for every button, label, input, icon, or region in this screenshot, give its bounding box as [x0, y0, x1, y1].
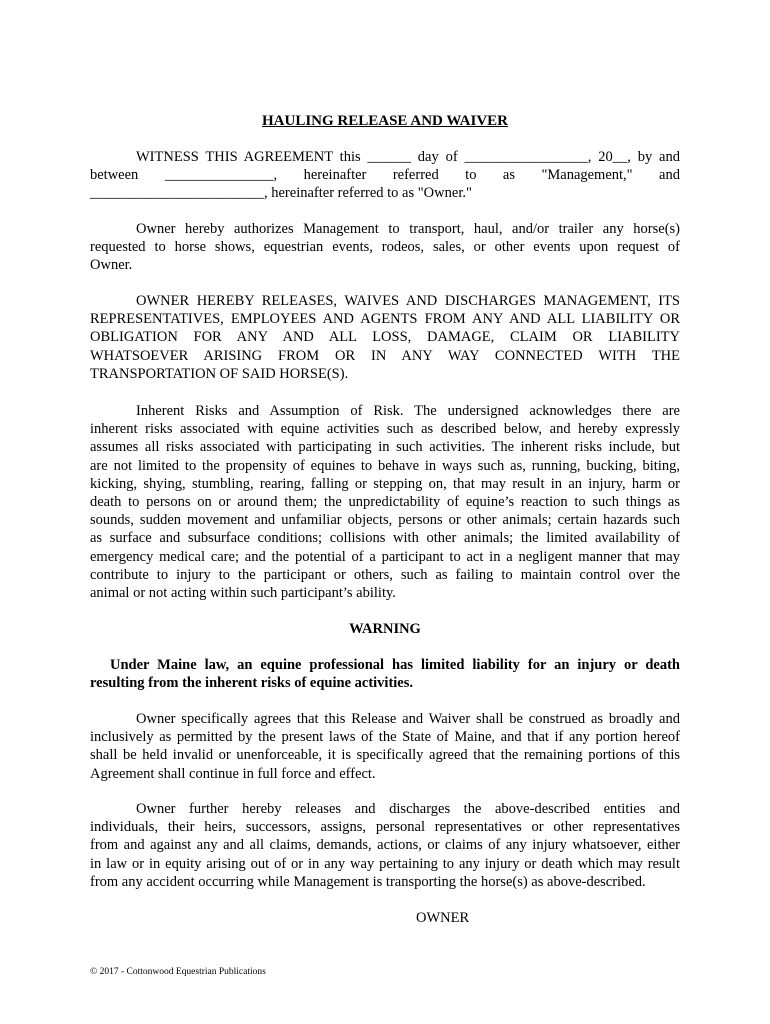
- release-line-2: REPRESENTATIVES, EMPLOYEES AND AGENTS FROM ANY AND ALL LIABILITY OR: [90, 311, 680, 328]
- inherent-line-8: as surface and subsurface conditions; collisions with other animals; the limited availability of: [90, 530, 680, 547]
- release-line-3: OBLIGATION FOR ANY AND ALL LOSS, DAMAGE, CLAIM OR LIABILITY: [90, 329, 680, 346]
- further-line-1: Owner further hereby releases and discharges the above-described entities and: [136, 801, 680, 817]
- inherent-line-5: kicking, shying, stumbling, rearing, falling or stepping on, that may result in an injury, harm or: [90, 475, 680, 492]
- warning-line-1: Under Maine law, an equine professional has limited liability for an injury or death: [110, 657, 680, 673]
- witness-line-1: WITNESS THIS AGREEMENT this ______ day of _________________, 20__, by and: [136, 149, 680, 165]
- document-page: [90, 0, 680, 1024]
- inherent-line-10: contribute to injury to the participant or others, such as failing to maintain control over the: [90, 566, 680, 583]
- release-line-5: TRANSPORTATION OF SAID HORSE(S).: [90, 365, 349, 382]
- release-line-1: OWNER HEREBY RELEASES, WAIVES AND DISCHARGES MANAGEMENT, ITS: [136, 293, 680, 309]
- owner-signature-label: OWNER: [416, 910, 470, 926]
- release-paragraph: [90, 292, 680, 383]
- construction-line-1: Owner specifically agrees that this Release and Waiver shall be construed as broadly and: [136, 711, 680, 727]
- witness-line-3: ________________________, hereinafter referred to as "Owner.": [90, 185, 472, 202]
- maine-law-warning: [90, 656, 680, 692]
- authorization-line-3: Owner.: [90, 257, 133, 274]
- further-line-5: from any accident occurring while Management is transporting the horse(s) as above-described.: [90, 873, 646, 890]
- inherent-line-11: animal or not acting within such participant’s ability.: [90, 585, 396, 602]
- document-title: HAULING RELEASE AND WAIVER: [261, 113, 509, 129]
- further-release-paragraph: [90, 800, 680, 891]
- further-line-3: from and against any and all claims, demands, actions, or claims of any injury whatsoever, either: [90, 837, 680, 854]
- further-line-2: individuals, their heirs, successors, assigns, personal representatives or other representatives: [90, 819, 680, 836]
- construction-line-4: Agreement shall continue in full force and effect.: [90, 765, 376, 782]
- authorization-line-1: Owner hereby authorizes Management to transport, haul, and/or trailer any horse(s): [136, 221, 680, 237]
- construction-paragraph: [90, 710, 680, 783]
- witness-paragraph: [90, 148, 680, 203]
- inherent-line-4: are not limited to the propensity of equines to behave in ways such as, running, bucking, biting,: [90, 457, 680, 474]
- authorization-paragraph: [90, 220, 680, 275]
- further-line-4: in law or in equity arising out of or in any way pertaining to any injury or death which may result: [90, 855, 680, 872]
- inherent-line-7: sounds, sudden movement and unfamiliar objects, persons or other animals; certain hazards such: [90, 512, 680, 529]
- warning-line-2: resulting from the inherent risks of equine activities.: [90, 675, 414, 692]
- construction-line-2: inclusively as permitted by the present laws of the State of Maine, and that if any portion hereof: [90, 729, 680, 746]
- inherent-line-2: inherent risks associated with equine activities such as described below, and hereby expressly: [90, 421, 680, 438]
- release-line-4: WHATSOEVER ARISING FROM OR IN ANY WAY CONNECTED WITH THE: [90, 347, 680, 364]
- inherent-risks-paragraph: [90, 402, 680, 602]
- copyright-footer: © 2017 - Cottonwood Equestrian Publications: [90, 967, 266, 977]
- inherent-line-6: death to persons on or around them; the unpredictability of equine’s reaction to such things as: [90, 494, 680, 511]
- inherent-line-9: emergency medical care; and the potential of a participant to act in a negligent manner that may: [90, 548, 680, 565]
- witness-line-2: between _______________, hereinafter referred to as "Management," and: [90, 167, 680, 184]
- authorization-line-2: requested to horse shows, equestrian events, rodeos, sales, or other events upon request of: [90, 239, 680, 256]
- inherent-line-1: Inherent Risks and Assumption of Risk. The undersigned acknowledges there are: [136, 403, 680, 419]
- construction-line-3: shall be held invalid or unenforceable, it is specifically agreed that the remaining portions of this: [90, 747, 680, 764]
- warning-heading: WARNING: [349, 621, 421, 637]
- inherent-line-3: assumes all risks associated with participating in such activities. The inherent risks include, but: [90, 439, 680, 456]
